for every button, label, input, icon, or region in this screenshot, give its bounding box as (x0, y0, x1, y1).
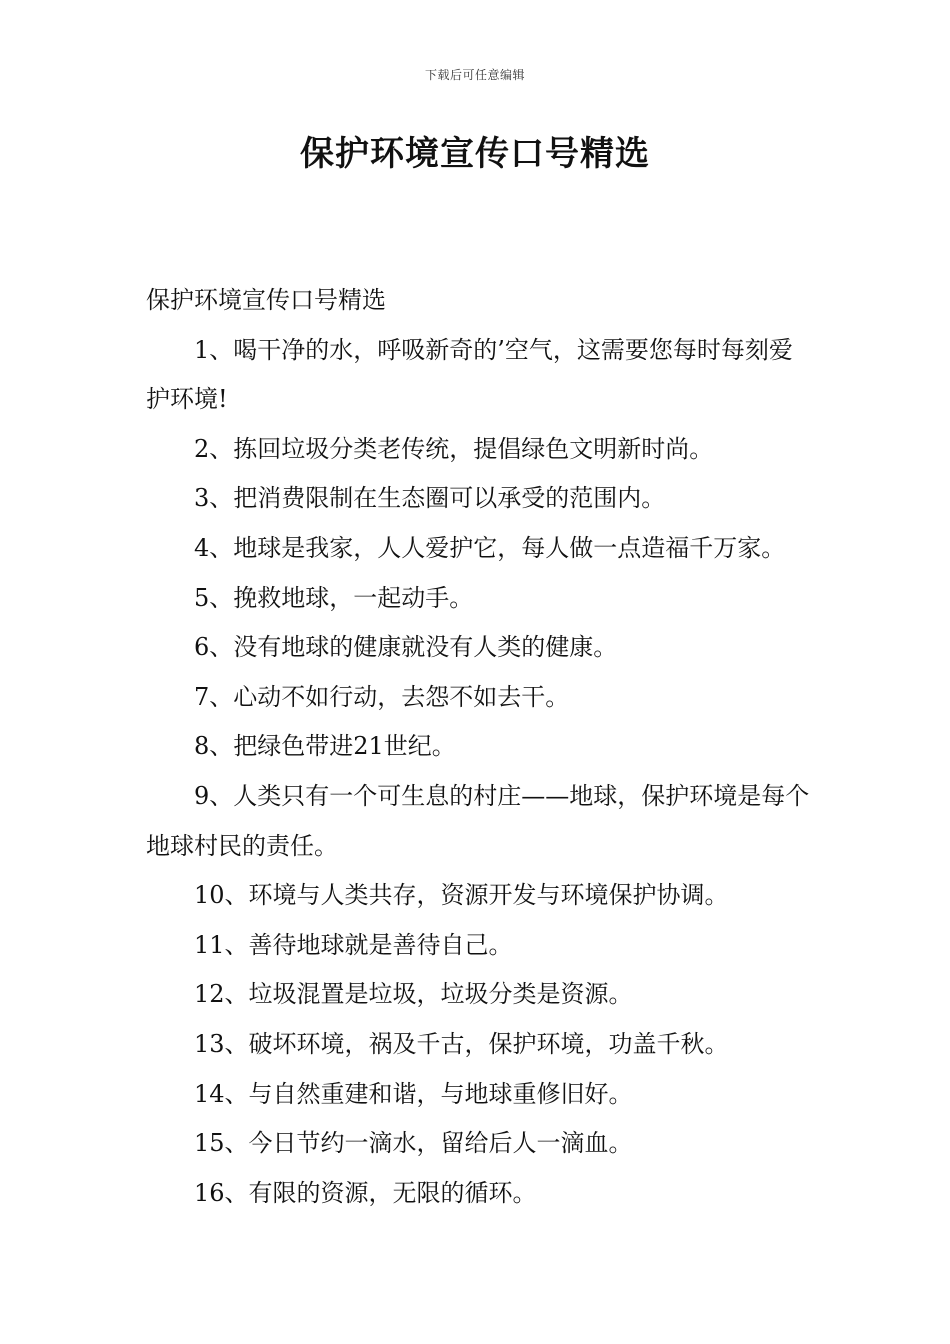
slogan-item: 6、没有地球的健康就没有人类的健康。 (194, 633, 618, 662)
slogan-item: 7、心动不如行动，去怨不如去干。 (194, 682, 570, 711)
slogan-item: 5、挽救地球，一起动手。 (194, 583, 474, 612)
slogan-item: 10、环境与人类共存，资源开发与环境保护协调。 (194, 881, 729, 910)
slogan-item: 14、与自然重建和谐，与地球重修旧好。 (194, 1079, 633, 1108)
slogan-item: 1、喝干净的水，呼吸新奇的’空气，这需要您每时每刻爱护环境! (146, 335, 793, 414)
slogan-item: 9、人类只有一个可生息的村庄——地球，保护环境是每个地球村民的责任。 (146, 781, 810, 860)
document-body (146, 276, 814, 1218)
slogan-item: 15、今日节约一滴水，留给后人一滴血。 (194, 1129, 633, 1158)
slogan-item: 16、有限的资源，无限的循环。 (194, 1178, 537, 1207)
slogan-item: 12、垃圾混置是垃圾，垃圾分类是资源。 (194, 980, 633, 1009)
header-note: 下载后可任意编辑 (424, 68, 525, 82)
intro-paragraph: 保护环境宣传口号精选 (146, 286, 386, 314)
slogan-item: 11、善待地球就是善待自己。 (194, 930, 513, 959)
slogan-item: 13、破坏环境，祸及千古，保护环境，功盖千秋。 (194, 1029, 729, 1058)
slogan-item: 8、把绿色带进21世纪。 (194, 732, 456, 761)
document-title: 保护环境宣传口号精选 (300, 134, 650, 174)
slogan-item: 2、拣回垃圾分类老传统，提倡绿色文明新时尚。 (194, 434, 714, 463)
slogan-item: 4、地球是我家，人人爱护它，每人做一点造福千万家。 (194, 533, 786, 562)
slogan-item: 3、把消费限制在生态圈可以承受的范围内。 (194, 484, 666, 513)
